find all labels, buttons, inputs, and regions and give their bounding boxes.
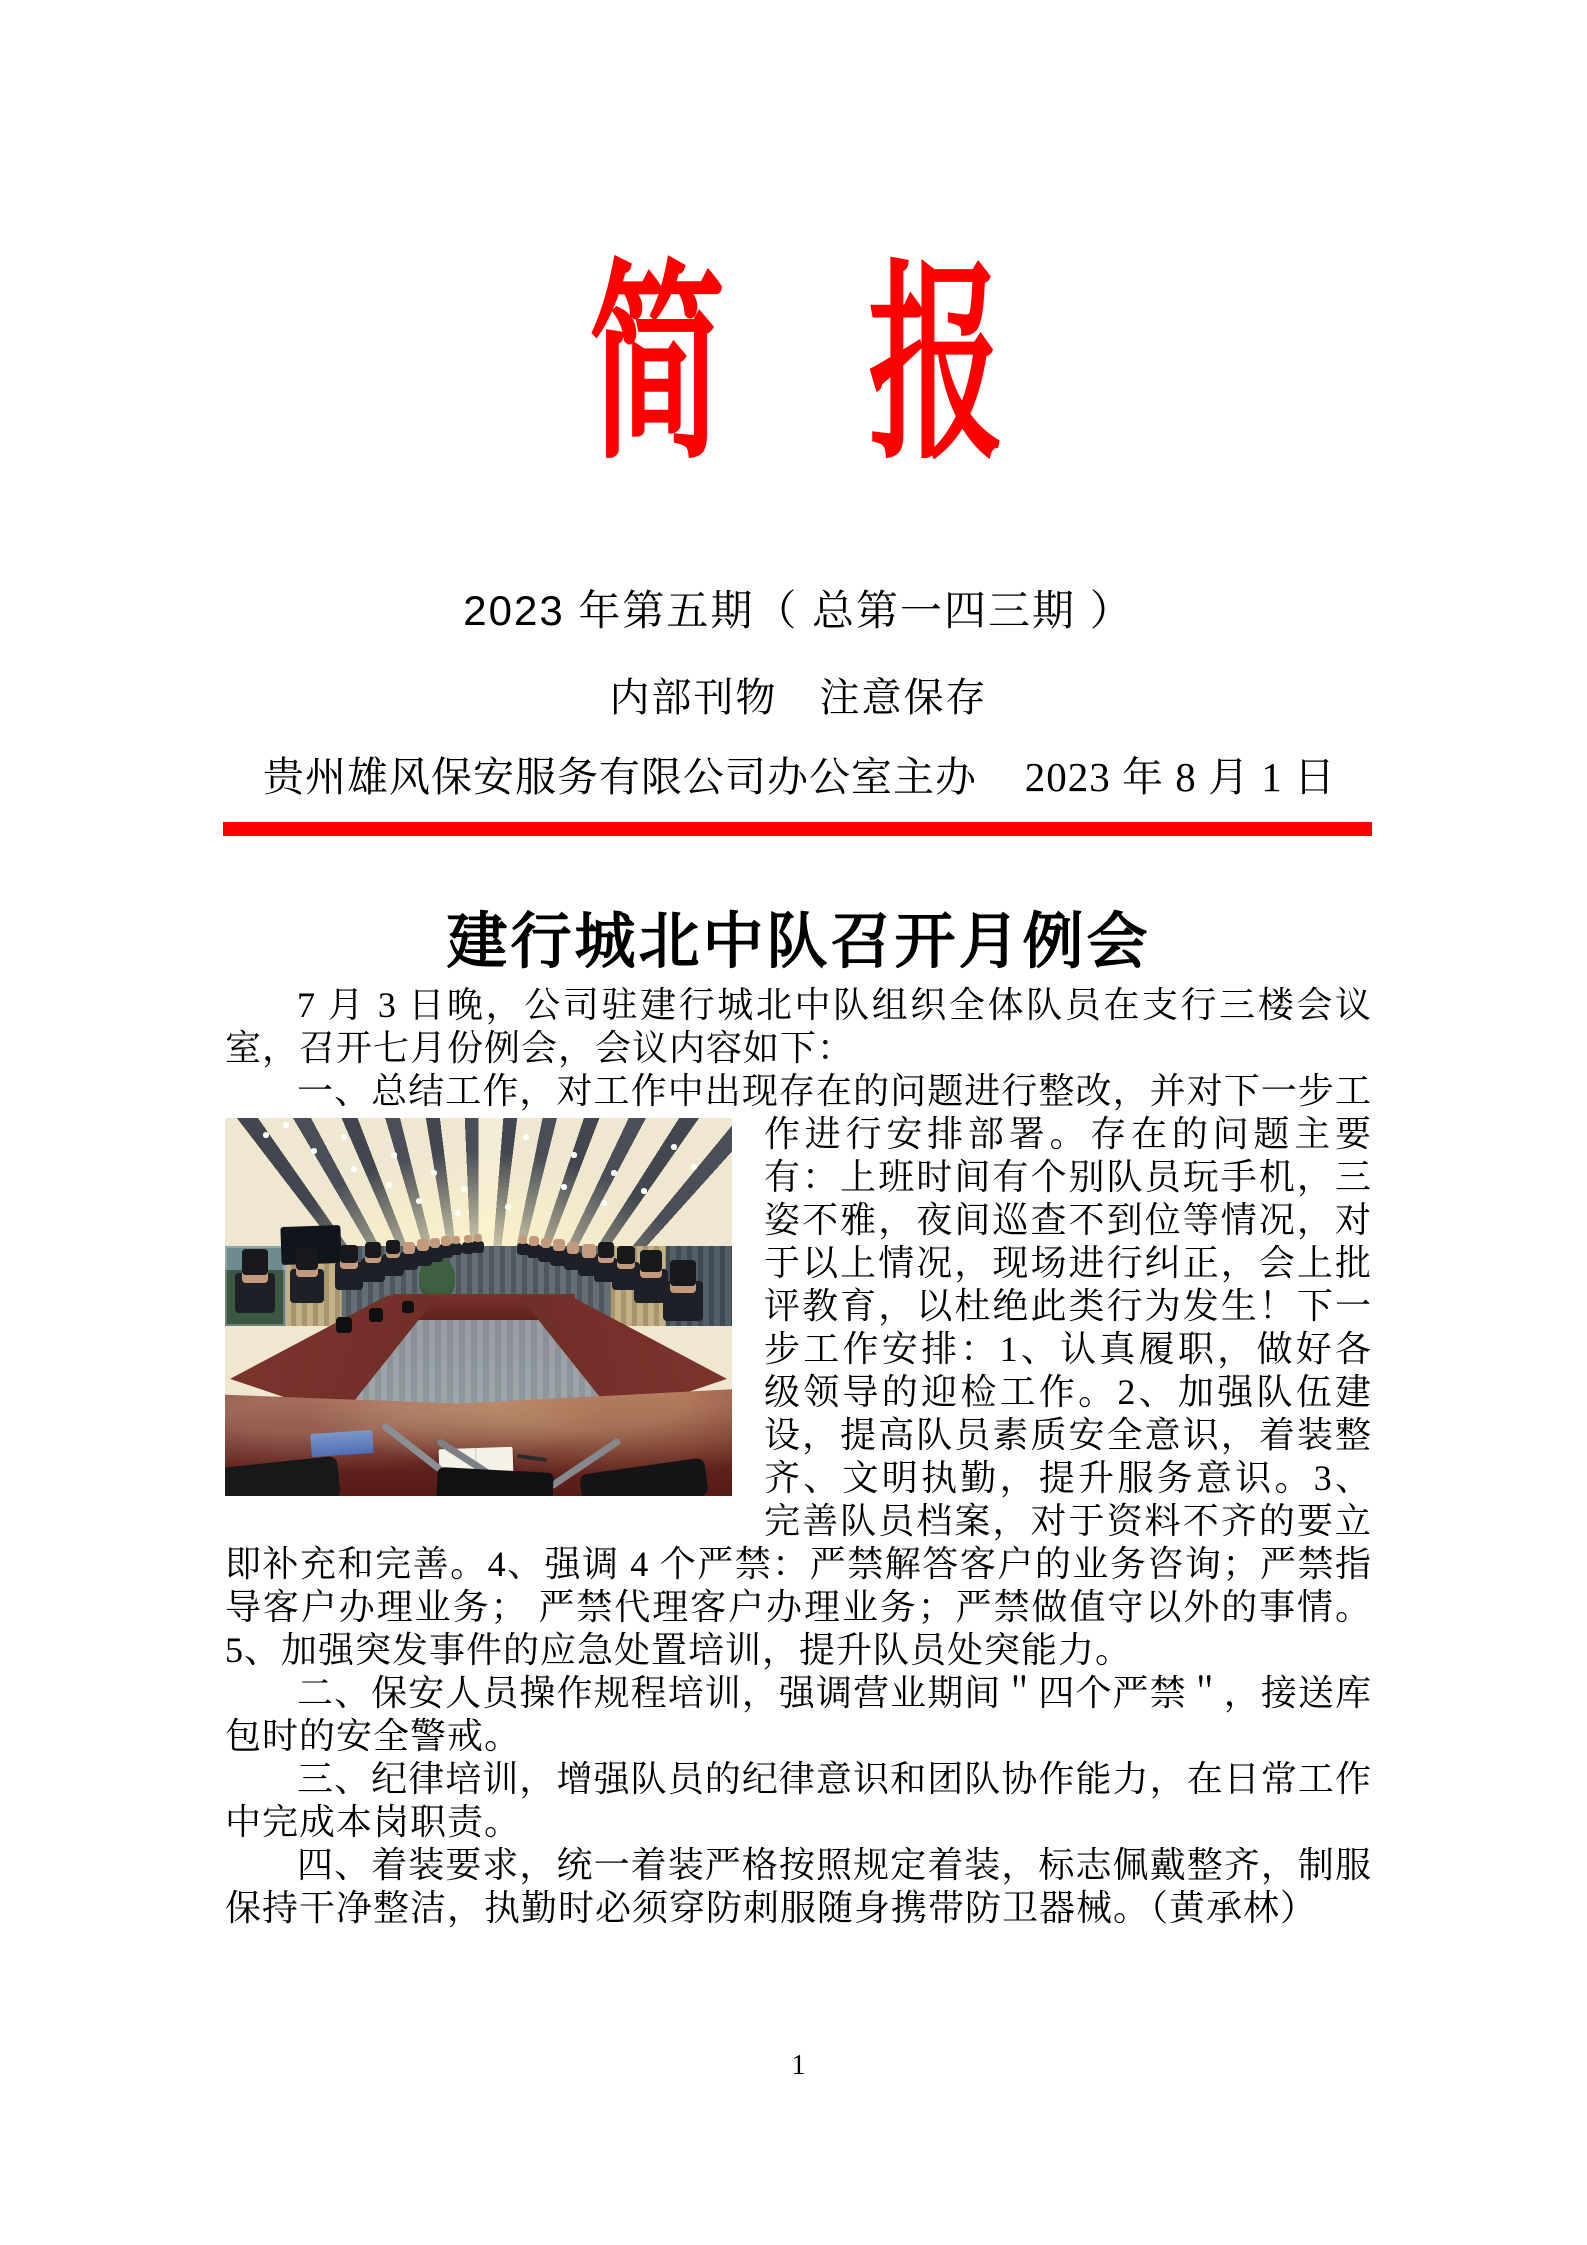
issue-line: 2023 年第五期（ 总第一四三期 ）: [463, 587, 1134, 634]
masthead-title: 简 报: [589, 246, 1008, 483]
paragraph-2-text-after-photo: 排部署。存在的问题主要有：上班时间有个别队员玩手机，三姿不雅，夜间巡查不到位等情况，对于以上情况，现场进行纠正，会上批评教育，以杜绝此类行为发生！下一步工作安排：1、认真履职，做好各级领导的迎检工作。2、加强队伍建设，提高队员素质安全意识，着装整齐、文明执勤，提升服务意识。3、完善队员档案，对于资料不齐的要立即补充和完善。4、强调 4 个严禁：严禁解答客户的业务咨询；严禁指导客户办理业务； 严禁代理客户办理业务；严禁做值守以外的事情。5、加强突发事件的应急处置培训，提升队员处突能力。: [225, 1114, 1372, 1670]
photo-security-caps: [225, 1118, 227, 1120]
publish-date: 2023 年 8 月 1 日: [1024, 754, 1336, 800]
publisher-row: [225, 744, 1372, 803]
paragraph-4: 三、纪律培训，增强队员的纪律意识和团队协作能力，在日常工作中完成本岗职责。: [225, 1759, 1372, 1842]
notice-line: 内部刊物 注意保存: [609, 676, 988, 720]
paragraph-2: [225, 1070, 1372, 1672]
paragraph-2-text-before-photo: 一、总结工作，对工作中出现存在的问题进行整改，并对下一步工作进行安: [297, 1071, 1372, 1154]
article-title: 建行城北中队召开月例会: [446, 909, 1151, 976]
paragraph-1: 7 月 3 日晚，公司驻建行城北中队组织全体队员在支行三楼会议室，召开七月份例会，会议内容如下：: [225, 985, 1372, 1068]
photo-office-chair: [436, 1467, 554, 1496]
publisher-name: 贵州雄风保安服务有限公司办公室主办: [263, 754, 977, 800]
red-divider-rule: [223, 822, 1372, 836]
paragraph-5: 四、着装要求，统一着装严格按照规定着装，标志佩戴整齐，制服保持干净整洁，执勤时必须穿防刺服随身携带防卫器械。（黄承林）: [225, 1845, 1372, 1928]
article-body: [225, 984, 1372, 1930]
meeting-room-photo: [225, 1118, 732, 1496]
photo-blue-document: [310, 1430, 373, 1457]
photo-left-window: [225, 1246, 285, 1326]
paragraph-3: 二、保安人员操作规程培训，强调营业期间＂四个严禁＂，接送库包时的安全警戒。: [225, 1673, 1372, 1756]
photo-tv-screen: [280, 1225, 341, 1265]
page-number: 1: [791, 2050, 806, 2081]
